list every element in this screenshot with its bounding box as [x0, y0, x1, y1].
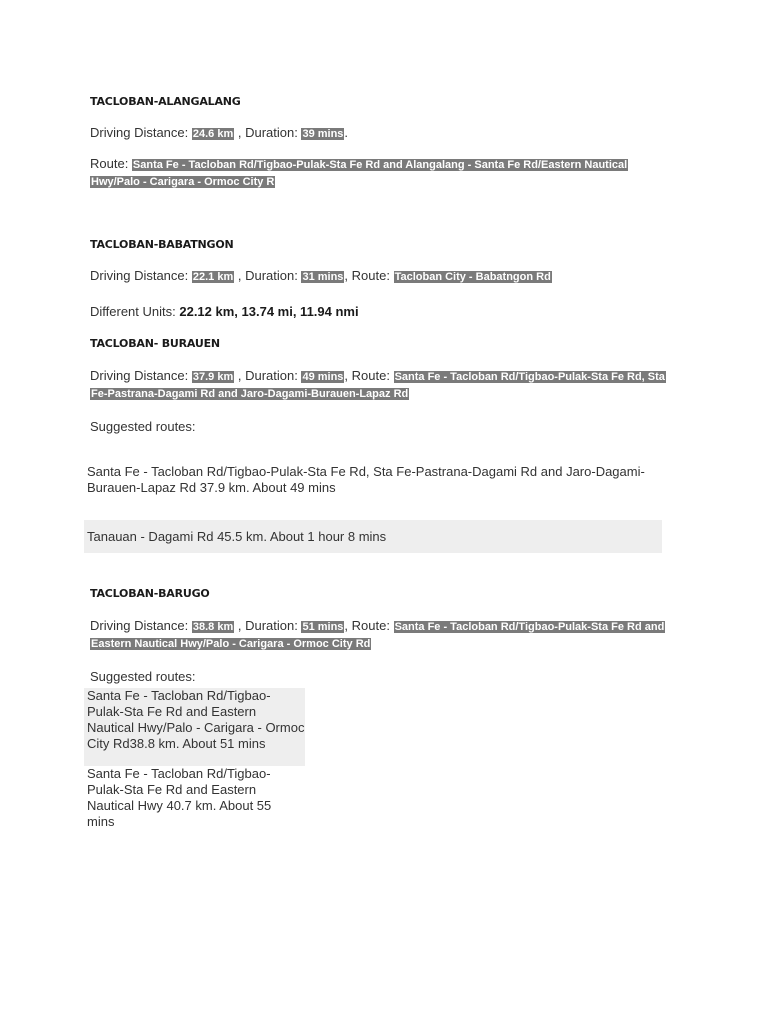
route-value: Santa Fe - Tacloban Rd/Tigbao-Pulak-Sta Fe Rd and Alangalang - Santa Fe Rd/Eastern Nautical Hwy/Palo - Carigara - Ormoc City R [91, 159, 628, 188]
units-label: Different Units: [90, 304, 180, 319]
distance-value: 38.8 km [192, 621, 234, 633]
section-title-burauen: TACLOBAN- BURAUEN [90, 337, 220, 350]
units-value: 22.12 km, 13.74 mi, 11.94 nmi [179, 304, 359, 319]
distance-label: Driving Distance: [90, 125, 192, 140]
route-value: Santa Fe - Tacloban Rd/Tigbao-Pulak-Sta Fe Rd, Sta Fe-Pastrana-Dagami Rd and Jaro-Dagami-Burauen-Lapaz Rd [91, 371, 665, 400]
route-label: Route: [90, 156, 132, 171]
distance-line-barugo [90, 618, 680, 652]
duration-value: 31 mins [302, 271, 344, 283]
units-line-babatngon [90, 304, 359, 320]
route-value: Santa Fe - Tacloban Rd/Tigbao-Pulak-Sta Fe Rd and Eastern Nautical Hwy/Palo - Carigara - Ormoc City Rd [91, 621, 665, 650]
duration-label: , Duration: [234, 618, 302, 633]
distance-label: Driving Distance: [90, 368, 192, 383]
duration-end: . [344, 125, 349, 140]
duration-label: , Duration: [234, 368, 302, 383]
section-title-babatngon: TACLOBAN-BABATNGON [90, 238, 234, 251]
distance-line-burauen [90, 368, 680, 402]
section-title-alangalang: TACLOBAN-ALANGALANG [90, 95, 241, 108]
suggested-route-2-burauen [84, 520, 662, 553]
distance-value: 37.9 km [192, 371, 234, 383]
route-line-alangalang [90, 156, 650, 190]
suggested-route-1-barugo [84, 688, 305, 766]
duration-label: , Duration: [234, 268, 302, 283]
distance-line-alangalang [90, 125, 348, 142]
route-label: , Route: [344, 268, 394, 283]
duration-value: 51 mins [302, 621, 344, 633]
route-value: Tacloban City - Babatngon Rd [394, 271, 551, 283]
suggested-route-1-text: Santa Fe - Tacloban Rd/Tigbao-Pulak-Sta Fe Rd and Eastern Nautical Hwy/Palo - Carigara - Ormoc City Rd38.8 km. About 51 mins [87, 688, 305, 751]
duration-value: 49 mins [302, 371, 344, 383]
duration-label: , Duration: [234, 125, 302, 140]
suggested-route-2-text: Tanauan - Dagami Rd 45.5 km. About 1 hour 8 mins [87, 528, 387, 544]
suggested-label-burauen: Suggested routes: [90, 419, 196, 434]
distance-value: 22.1 km [192, 271, 234, 283]
distance-label: Driving Distance: [90, 268, 192, 283]
distance-value: 24.6 km [192, 128, 234, 140]
distance-line-babatngon [90, 268, 552, 285]
suggested-label-barugo: Suggested routes: [90, 669, 196, 684]
distance-label: Driving Distance: [90, 618, 192, 633]
section-title-barugo: TACLOBAN-BARUGO [90, 587, 210, 600]
suggested-route-2-barugo: Santa Fe - Tacloban Rd/Tigbao-Pulak-Sta Fe Rd and Eastern Nautical Hwy 40.7 km. About 55 mins [87, 766, 272, 829]
suggested-route-1-burauen: Santa Fe - Tacloban Rd/Tigbao-Pulak-Sta Fe Rd, Sta Fe-Pastrana-Dagami Rd and Jaro-Dagami-Burauen-Lapaz Rd 37.9 km. About 49 mins [87, 464, 645, 495]
route-label: , Route: [344, 618, 394, 633]
duration-value: 39 mins [302, 128, 344, 140]
route-label: , Route: [344, 368, 394, 383]
